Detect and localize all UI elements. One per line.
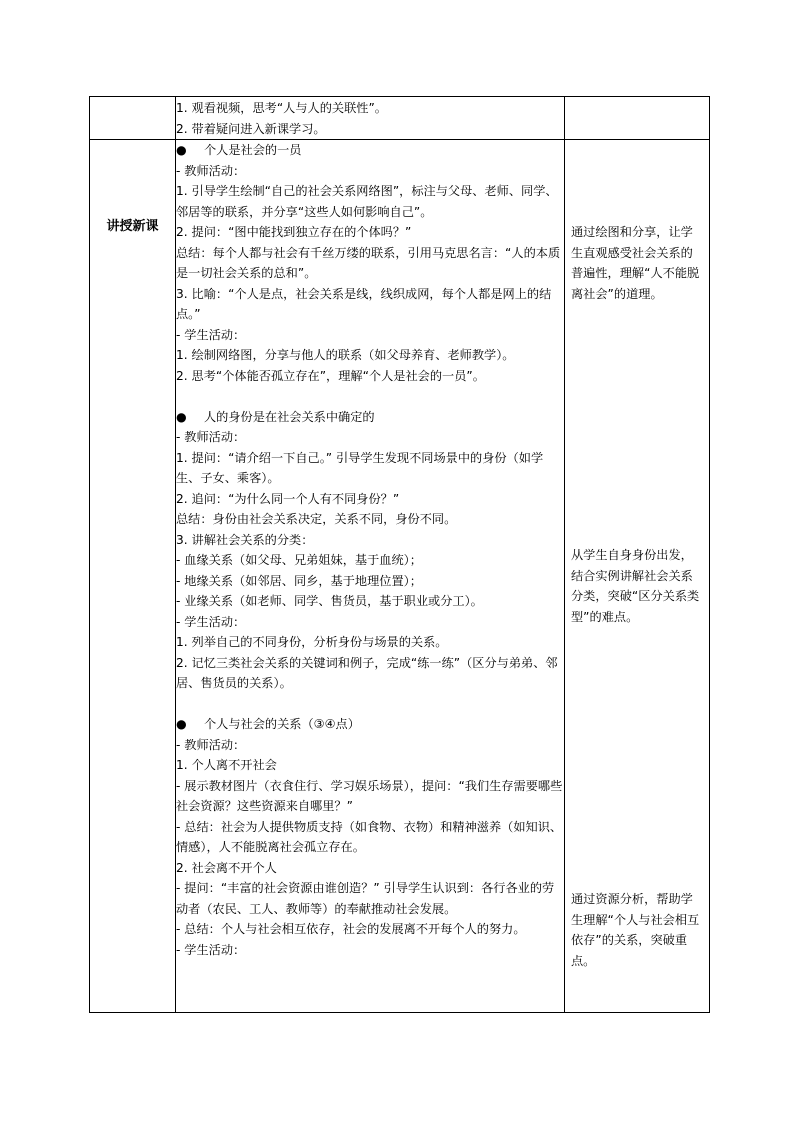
activity-line: - 血缘关系（如父母、兄弟姐妹，基于血统）； bbox=[176, 553, 422, 567]
activity-line: - 地缘关系（如邻居、同乡，基于地理位置）； bbox=[176, 573, 422, 588]
lesson-plan-table bbox=[89, 96, 710, 1013]
activity-line: - 学生活动： bbox=[176, 327, 246, 342]
activity-line: - 学生活动： bbox=[176, 614, 246, 629]
activity-line: - 教师活动： bbox=[176, 737, 246, 752]
section-heading-1: ● 个人是社会的一员 bbox=[176, 140, 564, 161]
activity-line: 2. 追问：“为什么同一个人有不同身份？” bbox=[176, 491, 400, 506]
design-note: 通过资源分析，帮助学生理解“个人与社会相互依存”的关系，突破重点。 bbox=[571, 892, 700, 968]
activity-line: 1. 列举自己的不同身份，分析身份与场景的关系。 bbox=[176, 635, 448, 649]
intro-line: 1. 观看视频，思考“人与人的关联性”。 bbox=[176, 101, 387, 115]
bullet-icon: ● bbox=[176, 717, 187, 731]
activity-line: - 业缘关系（如老师、同学、售货员，基于职业或分工）。 bbox=[176, 594, 483, 608]
bullet-icon: ● bbox=[176, 409, 187, 424]
intro-activity-cell bbox=[176, 97, 565, 140]
activity-line: 1. 绘制网络图，分享与他人的联系（如父母养育、老师教学）。 bbox=[176, 348, 515, 362]
activity-line: 1. 个人离不开社会 bbox=[176, 758, 277, 772]
design-note: 通过绘图和分享，让学生直观感受社会关系的普遍性，理解“人不能脱离社会”的道理。 bbox=[571, 225, 700, 301]
activity-line: 2. 记忆三类社会关系的关键词和例子，完成“练一练”（区分与弟弟、邻居、售货员的关系）。 bbox=[176, 655, 558, 690]
intro-line: 2. 带着疑问进入新课学习。 bbox=[176, 121, 326, 136]
activity-line: 2. 思考“个体能否孤立存在”，理解“个人是社会的一员”。 bbox=[176, 368, 485, 383]
bullet-icon: ● bbox=[176, 143, 187, 157]
design-note: 从学生自身身份出发，结合实例讲解社会关系分类，突破“区分关系类型”的难点。 bbox=[571, 548, 700, 624]
activity-cell bbox=[176, 140, 565, 1013]
stage-cell bbox=[90, 140, 176, 1013]
intro-note-cell bbox=[565, 97, 710, 140]
activity-line: 2. 提问：“图中能找到独立存在的个体吗？” bbox=[176, 225, 412, 239]
activity-line: 总结：身份由社会关系决定，关系不同，身份不同。 bbox=[176, 512, 457, 526]
activity-line: 2. 社会离不开个人 bbox=[176, 860, 277, 875]
activity-line: 3. 比喻：“个人是点，社会关系是线，线织成网，每个人都是网上的结点。” bbox=[176, 286, 552, 321]
activity-line: 总结：每个人都与社会有千丝万缕的联系，引用马克思名言：“人的本质是一切社会关系的总和”。 bbox=[176, 245, 561, 280]
section-heading-3: ● 个人与社会的关系（③④点） bbox=[176, 714, 564, 735]
stage-label: 讲授新课 bbox=[106, 219, 159, 234]
new-lesson-row bbox=[90, 140, 710, 1013]
activity-line: - 总结：个人与社会相互依存，社会的发展离不开每个人的努力。 bbox=[176, 922, 526, 936]
section-heading-2: ● 人的身份是在社会关系中确定的 bbox=[176, 407, 564, 428]
activity-line: - 教师活动： bbox=[176, 163, 246, 178]
intro-stage-cell bbox=[90, 97, 176, 140]
activity-line: - 总结：社会为人提供物质支持（如食物、衣物）和精神滋养（如知识、情感），人不能脱离社会孤立存在。 bbox=[176, 819, 563, 854]
activity-line: 1. 引导学生绘制“自己的社会关系网络图”，标注与父母、老师、同学、邻居等的联系，并分享“这些人如何影响自己”。 bbox=[176, 184, 558, 219]
activity-line: 1. 提问：“请介绍一下自己。” 引导学生发现不同场景中的身份（如学生、子女、乘客）。 bbox=[176, 450, 544, 485]
activity-line: - 展示教材图片（衣食住行、学习娱乐场景），提问：“我们生存需要哪些社会资源？这些资源来自哪里？” bbox=[176, 778, 563, 813]
activity-line: - 提问：“丰富的社会资源由谁创造？” 引导学生认识到：各行各业的劳动者（农民、工人、教师等）的奉献推动社会发展。 bbox=[176, 881, 555, 916]
activity-line: 3. 讲解社会关系的分类： bbox=[176, 532, 314, 547]
design-intent-cell bbox=[565, 140, 710, 1013]
activity-line: - 教师活动： bbox=[176, 430, 246, 444]
intro-row bbox=[90, 97, 710, 140]
activity-line: - 学生活动： bbox=[176, 942, 246, 957]
